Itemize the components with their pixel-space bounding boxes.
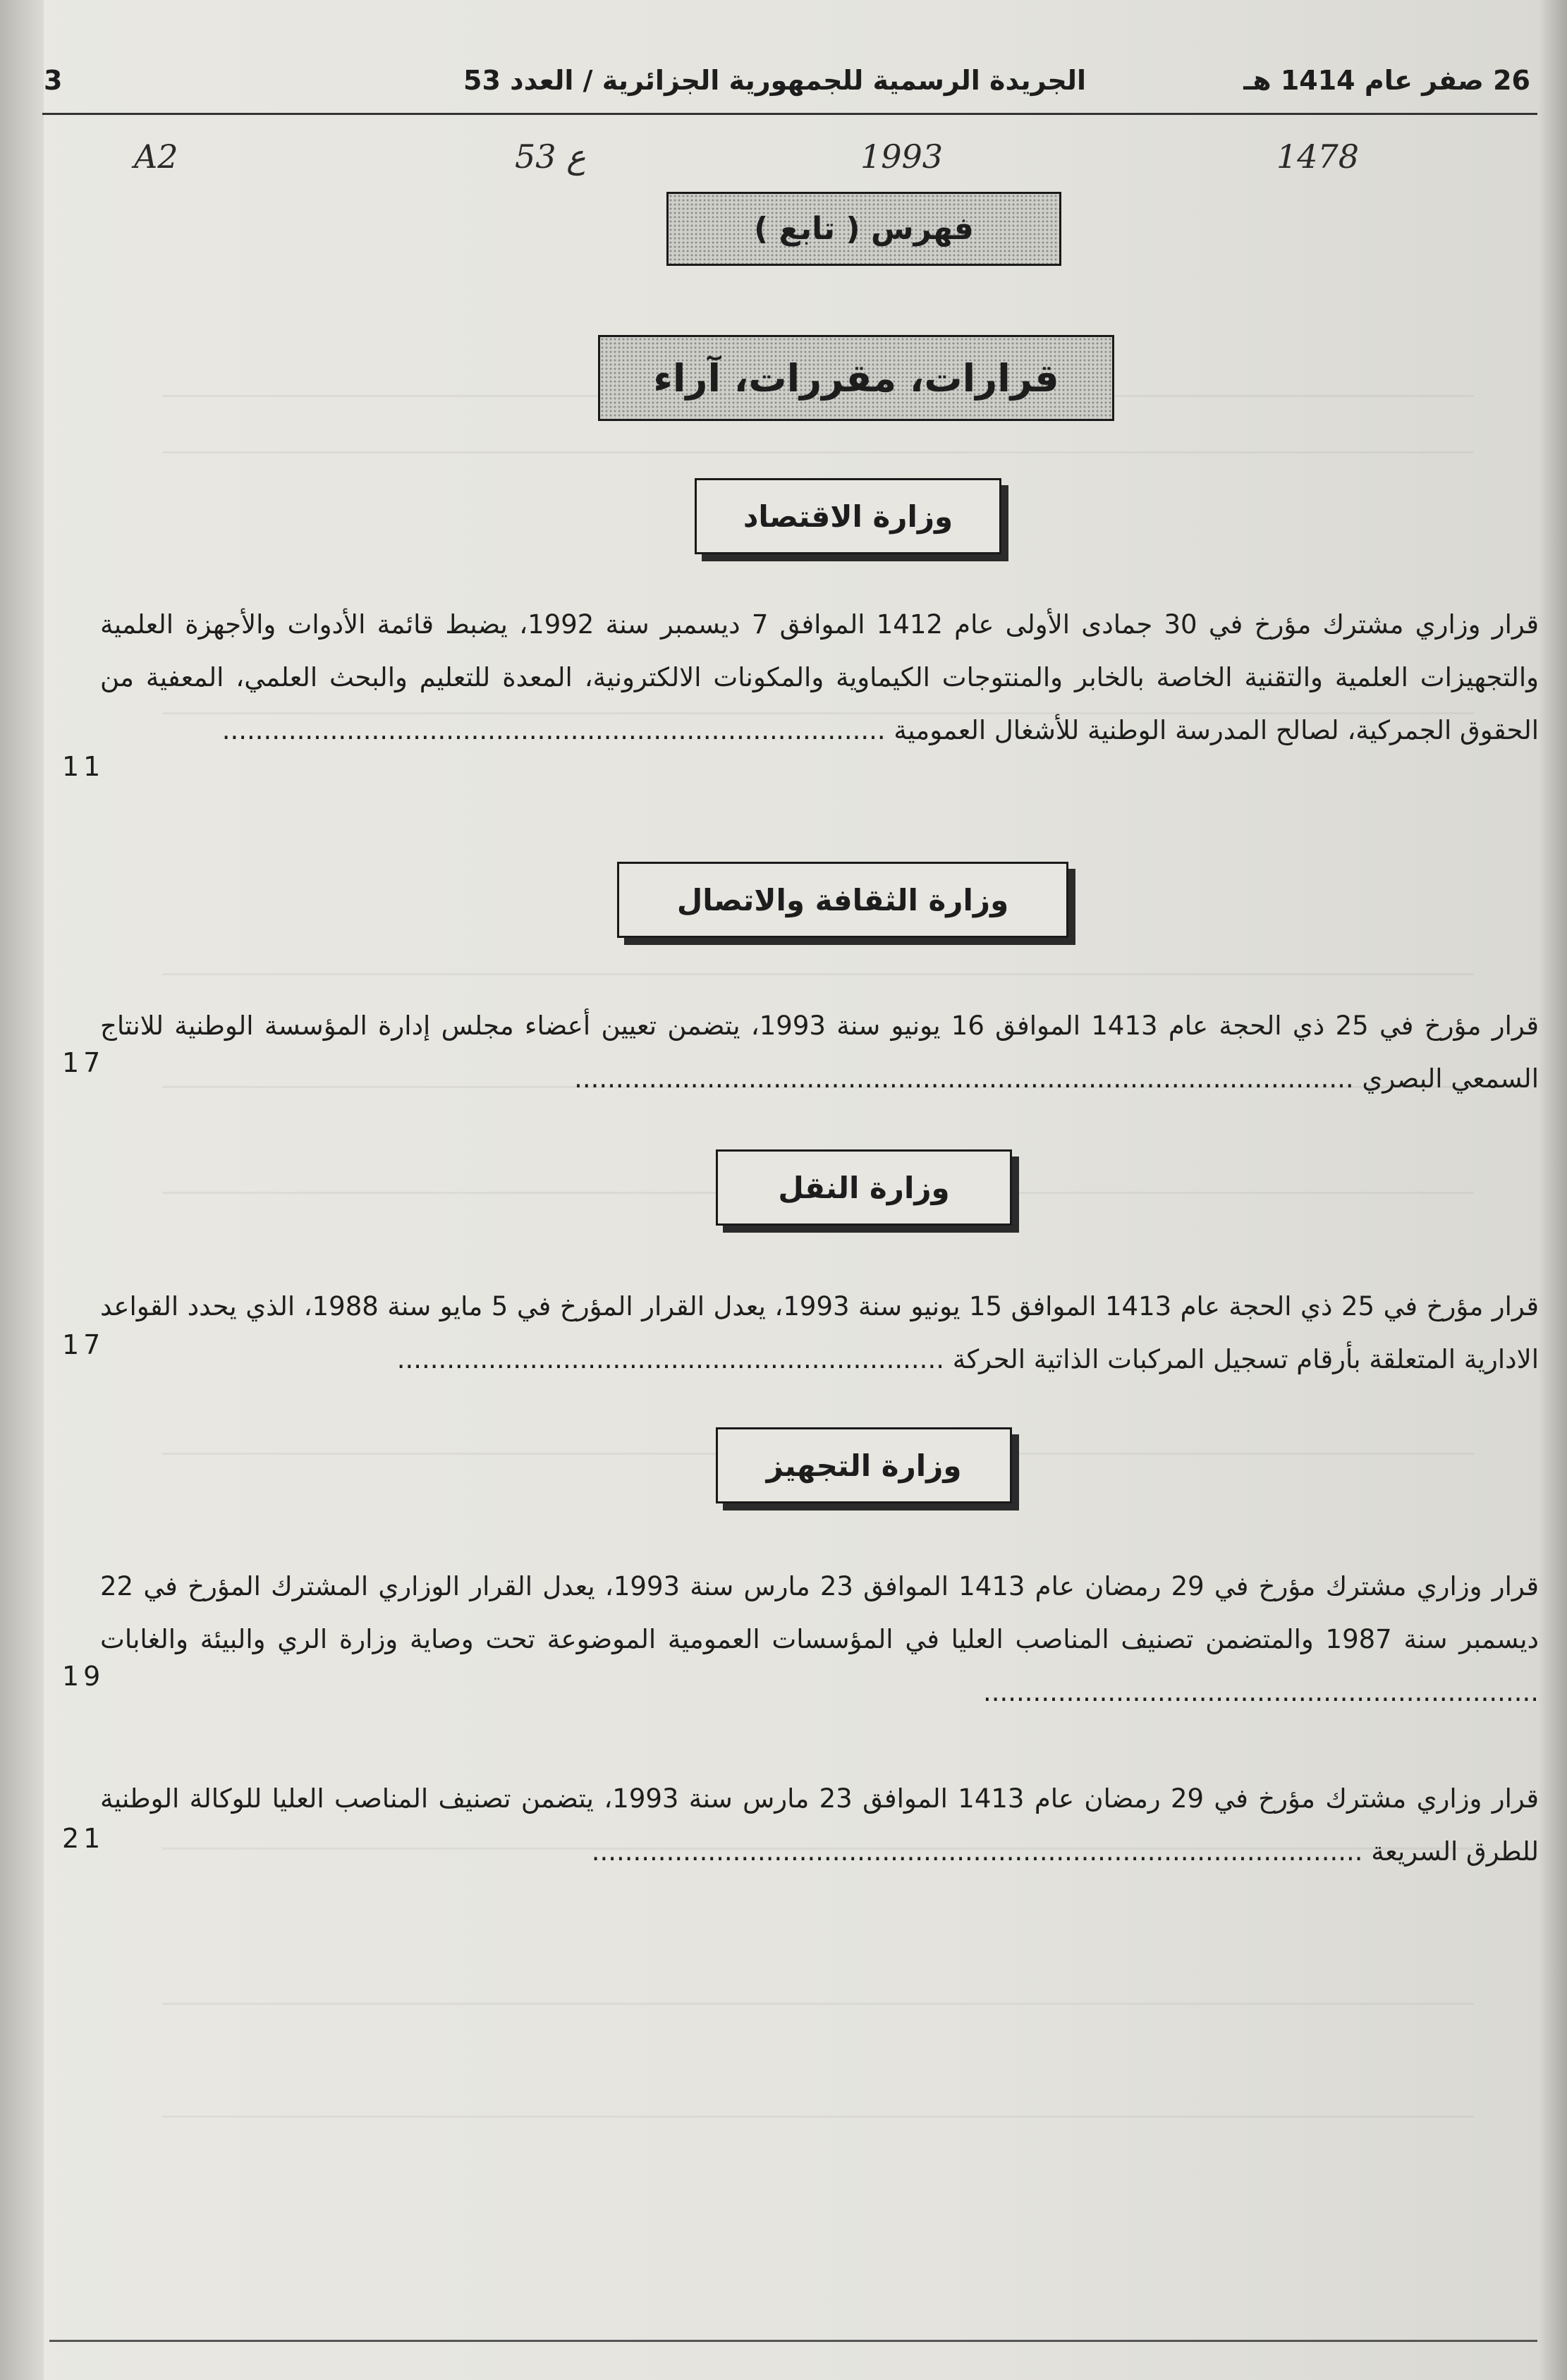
ministry-heading: وزارة الاقتصاد: [743, 499, 953, 534]
index-entry: قرار مؤرخ في 25 ذي الحجة عام 1413 الموافق 15 يونيو سنة 1993، يعدل القرار المؤرخ في 5 مايو سنة 1988، الذي يحدد القواعد الادارية المتعلقة بأرقام تسجيل المركبات الذاتية الحركة ..................................................................: [100, 1291, 1539, 1374]
entry-text: قرار وزاري مشترك مؤرخ في 29 رمضان عام 1413 الموافق 23 مارس سنة 1993، يعدل القرار الوزاري المشترك المؤرخ في 22 ديسمبر سنة 1987 والمتضمن تصنيف المناصب العليا في المؤسسات العمومية الموضوعة تحت وصاية وزارة الري والبيئة والغابات: [100, 1571, 1539, 1654]
page-edge-shadow: [1539, 0, 1567, 2380]
entry-text: قرار مؤرخ في 25 ذي الحجة عام 1413 الموافق 16 يونيو سنة 1993، يتضمن تعيين أعضاء مجلس إدارة المؤسسة الوطنية للانتاج السمعي البصري: [100, 1011, 1539, 1094]
section-title: قرارات، مقررات، آراء: [653, 355, 1059, 401]
entry-page-number: 17: [62, 1329, 105, 1360]
handwritten-note: 1478: [1276, 138, 1360, 176]
index-title-box: [666, 192, 1061, 266]
ministry-heading-box: [716, 1149, 1012, 1226]
binding-shadow: [0, 0, 44, 2380]
ministry-heading-box: [617, 862, 1068, 938]
handwritten-note: A2: [134, 138, 178, 176]
section-title-box: [598, 335, 1114, 421]
ministry-heading: وزارة الثقافة والاتصال: [676, 882, 1009, 917]
entry-page-number: 21: [62, 1823, 105, 1854]
handwritten-note: 53 ع: [515, 138, 586, 176]
index-entry: قرار وزاري مشترك مؤرخ في 30 جمادى الأولى عام 1412 الموافق 7 ديسمبر سنة 1992، يضبط قائمة الأدوات والأجهزة العلمية والتجهيزات العلمية والتقنية الخاصة بالخابر والمنتوجات الكيماوية والمكونات الالكترونية، المعدة للتعليم والبحث العلمي، المعفية من الحقوق الجمركية، لصالح المدرسة الوطنية للأشغال العمومية ................................................................................: [100, 609, 1539, 745]
header-page-number: 3: [44, 65, 63, 96]
entry-text: قرار وزاري مشترك مؤرخ في 29 رمضان عام 1413 الموافق 23 مارس سنة 1993، يتضمن تصنيف المناصب العليا للوكالة الوطنية للطرق السريعة: [100, 1783, 1539, 1867]
bottom-rule: [49, 2340, 1537, 2342]
page-header: [44, 65, 1537, 135]
handwritten-note: 1993: [860, 138, 944, 176]
index-entry: قرار وزاري مشترك مؤرخ في 29 رمضان عام 1413 الموافق 23 مارس سنة 1993، يعدل القرار الوزاري المشترك المؤرخ في 22 ديسمبر سنة 1987 والمتضمن تصنيف المناصب العليا في المؤسسات العمومية الموضوعة تحت وصاية وزارة الري والبيئة والغابات ...................................................................: [100, 1571, 1539, 1707]
index-entry: قرار وزاري مشترك مؤرخ في 29 رمضان عام 1413 الموافق 23 مارس سنة 1993، يتضمن تصنيف المناصب العليا للوكالة الوطنية للطرق السريعة .............................................................................................: [100, 1783, 1539, 1867]
index-entry: قرار مؤرخ في 25 ذي الحجة عام 1413 الموافق 16 يونيو سنة 1993، يتضمن تعيين أعضاء مجلس إدارة المؤسسة الوطنية للانتاج السمعي البصري ..............................................................................................: [100, 1011, 1539, 1094]
ministry-heading-box: [695, 478, 1001, 554]
entry-page-number: 11: [62, 751, 105, 782]
entry-text: قرار مؤرخ في 25 ذي الحجة عام 1413 الموافق 15 يونيو سنة 1993، يعدل القرار المؤرخ في 5 مايو سنة 1988، الذي يحدد القواعد الادارية المتعلقة بأرقام تسجيل المركبات الذاتية الحركة: [100, 1291, 1539, 1374]
entry-page-number: 17: [62, 1047, 105, 1078]
ministry-heading-box: [716, 1427, 1012, 1503]
entry-text: قرار وزاري مشترك مؤرخ في 30 جمادى الأولى عام 1412 الموافق 7 ديسمبر سنة 1992، يضبط قائمة الأدوات والأجهزة العلمية والتجهيزات العلمية والتقنية الخاصة بالخابر والمنتوجات الكيماوية والمكونات الالكترونية، المعدة للتعليم والبحث العلمي، المعفية من الحقوق الجمركية، لصالح المدرسة الوطنية للأشغال العمومية: [100, 609, 1539, 745]
ministry-heading: وزارة التجهيز: [766, 1448, 962, 1483]
ministry-heading: وزارة النقل: [778, 1170, 950, 1205]
entry-page-number: 19: [62, 1661, 105, 1692]
header-date: 26 صفر عام 1414 هـ: [1243, 65, 1530, 96]
header-title: الجريدة الرسمية للجمهورية الجزائرية / العدد 53: [463, 65, 1086, 96]
header-rule: [42, 113, 1537, 115]
index-title: فهرس ( تابع ): [754, 211, 974, 247]
